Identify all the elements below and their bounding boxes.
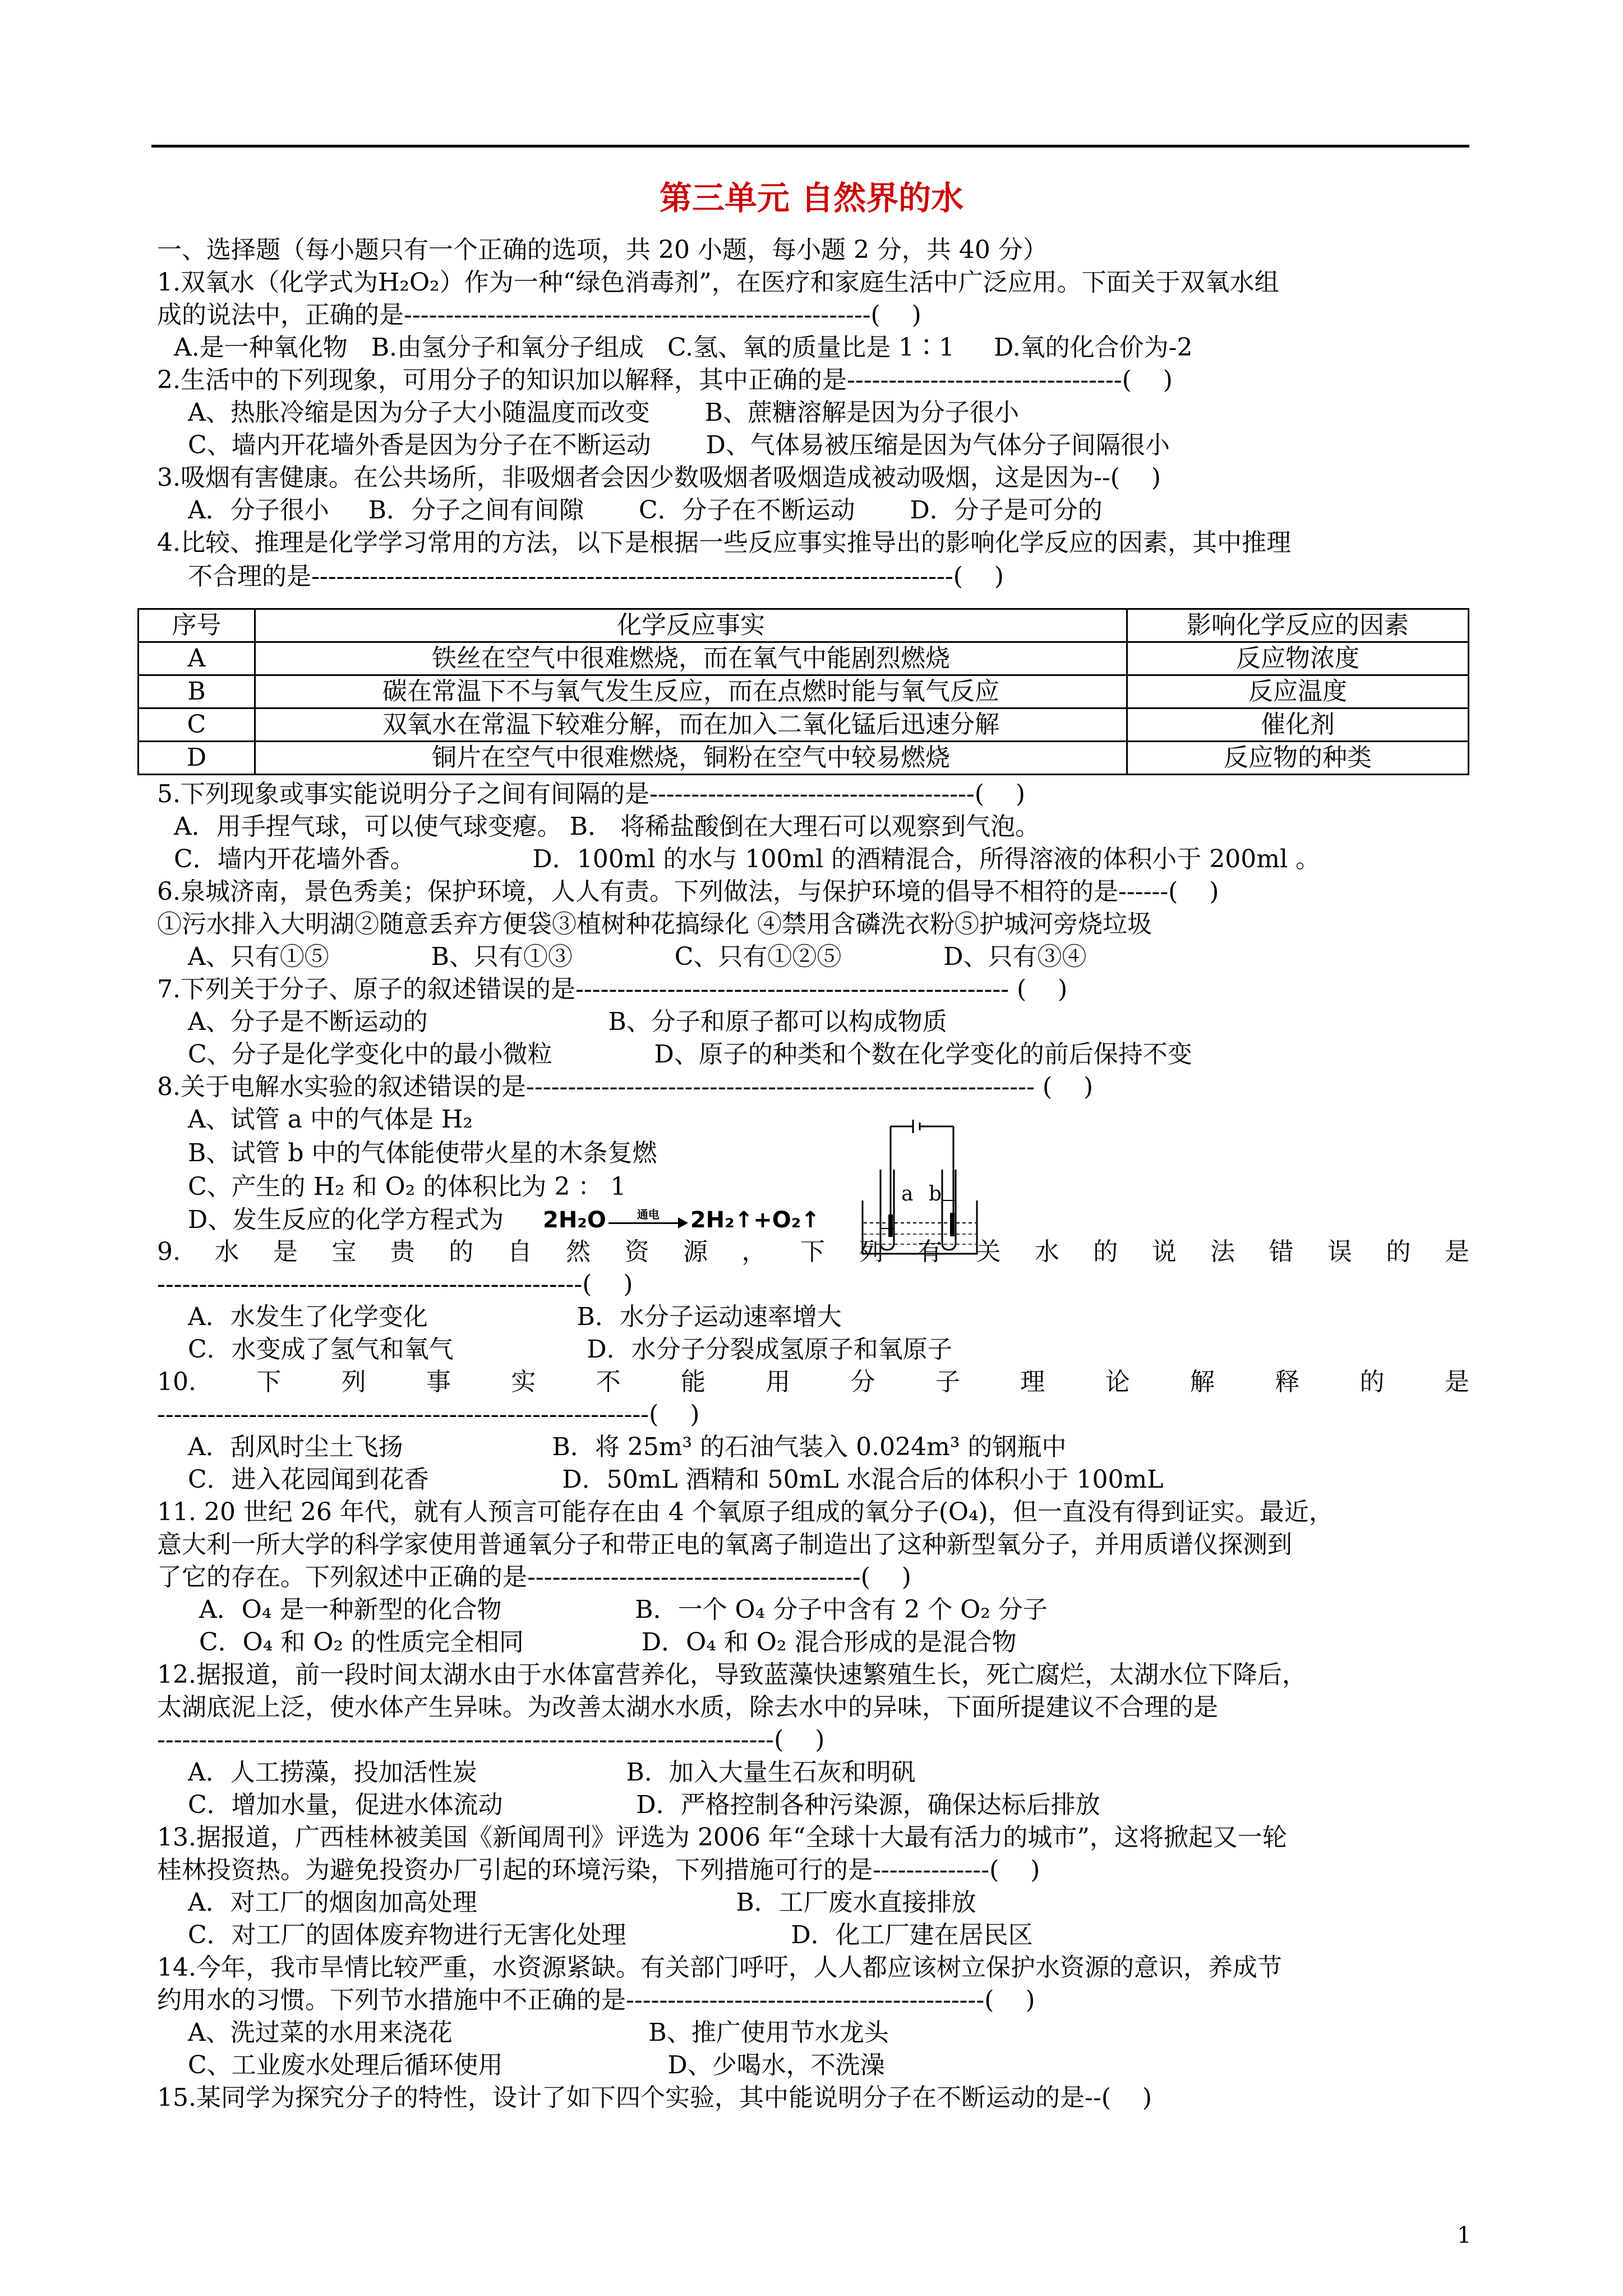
q10-char: 理 <box>1020 1368 1045 1396</box>
table-row <box>139 642 1469 675</box>
q12-line1: 12.据报道，前一段时间太湖水由于水体富营养化，导致蓝藻快速繁殖生长，死亡腐烂，太湖水位下降后， <box>157 1660 1307 1689</box>
q10-char: 的 <box>1359 1368 1385 1396</box>
q11-line2: 意大利一所大学的科学家使用普通氧分子和带正电的氧离子制造出了这种新型氧分子，并用质谱仪探测到 <box>157 1530 1292 1559</box>
q10-line2: -----------------------------------------------------------( ) <box>157 1400 700 1429</box>
q8-stem: 8.关于电解水实验的叙述错误的是------------------------------------------------------------- ( ) <box>157 1073 1094 1101</box>
q10-char: 用 <box>766 1368 791 1396</box>
q13-options-ab: A．对工厂的烟囱加高处理 B．工厂废水直接排放 <box>188 1888 976 1917</box>
q9-options-ab: A．水发生了化学变化 B．水分子运动速率增大 <box>188 1303 842 1331</box>
q4-line1: 4.比较、推理是化学学习常用的方法，以下是根据一些反应事实推导出的影响化学反应的因素，其中推理 <box>157 528 1291 557</box>
q5-options-cd: C．墙内开花墙外香。 D．100ml 的水与 100ml 的酒精混合，所得溶液的体积小于 200ml 。 <box>174 845 1320 873</box>
q10-options-ab: A．刮风时尘土飞扬 B．将 25m³ 的石油气装入 0.024m³ 的钢瓶中 <box>188 1433 1067 1461</box>
q2-stem: 2.生活中的下列现象，可用分子的知识加以解释，其中正确的是---------------------------------( ) <box>157 366 1173 394</box>
q12-line2: 太湖底泥上泛，使水体产生异味。为改善太湖水水质，除去水中的异味，下面所提建议不合理的是 <box>157 1693 1218 1722</box>
table-header-cell: 化学反应事实 <box>255 609 1127 642</box>
q6-items: ①污水排入大明湖②随意丢弃方便袋③植树种花搞绿化 ④禁用含磷洗衣粉⑤护城河旁烧垃圾 <box>157 910 1152 938</box>
q3-options: A．分子很小 B．分子之间有间隙 C．分子在不断运动 D．分子是可分的 <box>188 496 1103 524</box>
equation-products: 2H₂↑+O₂↑ <box>690 1207 820 1233</box>
table-row <box>139 675 1469 708</box>
q9-line1 <box>157 1236 1469 1268</box>
q7-options-ab: A、分子是不断运动的 B、分子和原子都可以构成物质 <box>188 1007 947 1036</box>
q10-char: 子 <box>935 1368 960 1396</box>
q10-char: 释 <box>1275 1368 1300 1396</box>
q9-char: 源 <box>683 1237 708 1266</box>
q10-char: 10. <box>157 1368 196 1396</box>
electrolysis-equation <box>543 1204 820 1236</box>
table-cell: 碳在常温下不与氧气发生反应，而在点燃时能与氧气反应 <box>255 675 1127 708</box>
q6-stem: 6.泉城济南，景色秀美；保护环境，人人有责。下列做法，与保护环境的倡导不相符的是------( ) <box>157 877 1219 906</box>
q8-option-c: C、产生的 H₂ 和 O₂ 的体积比为 2 ： 1 <box>188 1172 626 1201</box>
q13-line2: 桂林投资热。为避免投资办厂引起的环境污染，下列措施可行的是--------------( ) <box>157 1856 1040 1884</box>
q9-char: 的 <box>449 1237 474 1266</box>
q9-char: 水 <box>1034 1237 1059 1266</box>
q9-char: 水 <box>214 1237 239 1266</box>
page-title: 第三单元 自然界的水 <box>659 179 964 217</box>
q12-options-ab: A．人工捞藻，投加活性炭 B．加入大量生石灰和明矾 <box>188 1758 916 1787</box>
q8-option-a: A、试管 a 中的气体是 H₂ <box>188 1105 473 1134</box>
tube-b-label: b <box>929 1182 942 1205</box>
q9-options-cd: C．水变成了氢气和氧气 D．水分子分裂成氢原子和氧原子 <box>188 1335 952 1364</box>
q2-options-ab: A、热胀冷缩是因为分子大小随温度而改变 B、蔗糖溶解是因为分子很小 <box>188 398 1020 427</box>
table-cell: D <box>139 742 255 775</box>
q10-char: 事 <box>426 1368 451 1396</box>
q9-char: 自 <box>507 1237 532 1266</box>
q8-option-d: D、发生反应的化学方程式为 <box>188 1205 504 1234</box>
q9-char: 是 <box>273 1237 298 1266</box>
q10-char: 列 <box>341 1368 366 1396</box>
q11-options-ab: A．O₄ 是一种新型的化合物 B．一个 O₄ 分子中含有 2 个 O₂ 分子 <box>199 1595 1048 1624</box>
q9-char: 错 <box>1269 1237 1294 1266</box>
table-cell: 反应温度 <box>1127 675 1469 708</box>
q10-char: 实 <box>511 1368 536 1396</box>
q4-line2: 不合理的是-----------------------------------------------------------------------------( ) <box>188 562 1004 591</box>
q9-line2: ---------------------------------------------------( ) <box>157 1270 633 1299</box>
q11-line1: 11. 20 世纪 26 年代，就有人预言可能存在由 4 个氧原子组成的氧分子(O₄)，但一直没有得到证实。最近， <box>157 1498 1334 1526</box>
q8-option-b: B、试管 b 中的气体能使带火星的木条复燃 <box>188 1139 657 1167</box>
table-cell: C <box>139 708 255 742</box>
q9-char: 下 <box>800 1237 825 1266</box>
q10-char: 分 <box>850 1368 875 1396</box>
table-header-cell: 影响化学反应的因素 <box>1127 609 1469 642</box>
q14-line2: 约用水的习惯。下列节水措施中不正确的是-------------------------------------------( ) <box>157 1986 1035 2014</box>
table-row <box>139 708 1469 742</box>
q6-options: A、只有①⑤ B、只有①③ C、只有①②⑤ D、只有③④ <box>188 942 1087 971</box>
page-number: 1 <box>1457 2223 1472 2248</box>
q10-options-cd: C．进入花园闻到花香 D．50mL 酒精和 50mL 水混合后的体积小于 100mL <box>188 1465 1164 1494</box>
q9-char: 是 <box>1444 1237 1469 1266</box>
reaction-table <box>137 608 1469 775</box>
table-row <box>139 742 1469 775</box>
table-cell: 反应物浓度 <box>1127 642 1469 675</box>
q10-char: 是 <box>1444 1368 1469 1396</box>
table-cell: 反应物的种类 <box>1127 742 1469 775</box>
table-header-row <box>139 609 1469 642</box>
q7-stem: 7.下列关于分子、原子的叙述错误的是---------------------------------------------------- ( ) <box>157 975 1068 1004</box>
q9-char: 宝 <box>331 1237 357 1266</box>
q13-line1: 13.据报道，广西桂林被美国《新闻周刊》评选为 2006 年“全球十大最有活力的城市”，这将掀起又一轮 <box>157 1823 1287 1852</box>
table-cell: 双氧水在常温下较难分解，而在加入二氧化锰后迅速分解 <box>255 708 1127 742</box>
q12-line3: --------------------------------------------------------------------------( ) <box>157 1726 825 1754</box>
q9-char: 然 <box>566 1237 591 1266</box>
table-cell: A <box>139 642 255 675</box>
q9-char: 有 <box>917 1237 942 1266</box>
q7-options-cd: C、分子是化学变化中的最小微粒 D、原子的种类和个数在化学变化的前后保持不变 <box>188 1040 1192 1069</box>
q9-char: 误 <box>1327 1237 1353 1266</box>
q2-options-cd: C、墙内开花墙外香是因为分子在不断运动 D、气体易被压缩是因为气体分子间隔很小 <box>188 431 1170 459</box>
table-cell: 铁丝在空气中很难燃烧，而在氧气中能剧烈燃烧 <box>255 642 1127 675</box>
q9-char: 资 <box>624 1237 649 1266</box>
q12-options-cd: C．增加水量，促进水体流动 D．严格控制各种污染源，确保达标后排放 <box>188 1791 1100 1819</box>
reaction-arrow <box>606 1210 690 1232</box>
q9-char: 法 <box>1210 1237 1235 1266</box>
q5-stem: 5.下列现象或事实能说明分子之间有间隔的是---------------------------------------( ) <box>157 780 1026 808</box>
q9-char: 的 <box>1386 1237 1411 1266</box>
q1-options: A.是一种氧化物 B.由氢分子和氧分子组成 C.氢、氧的质量比是 1∶1 D.氧的化合价为-2 <box>174 333 1193 362</box>
q10-char: 能 <box>680 1368 706 1396</box>
tube-a-label: a <box>901 1182 914 1205</box>
table-cell: B <box>139 675 255 708</box>
q13-options-cd: C．对工厂的固体废弃物进行无害化处理 D．化工厂建在居民区 <box>188 1921 1033 1949</box>
q1-line2: 成的说法中，正确的是--------------------------------------------------------( ) <box>157 301 921 329</box>
equation-reactant: 2H₂O <box>543 1207 606 1233</box>
equation-condition: 通电 <box>637 1208 660 1221</box>
q1-line1: 1.双氧水（化学式为H₂O₂）作为一种“绿色消毒剂”，在医疗和家庭生活中广泛应用。下面关于双氧水组 <box>157 268 1279 297</box>
q11-options-cd: C．O₄ 和 O₂ 的性质完全相同 D．O₄ 和 O₂ 混合形成的是混合物 <box>199 1628 1017 1657</box>
q10-line1 <box>157 1366 1469 1398</box>
section-header: 一、选择题（每小题只有一个正确的选项，共 20 小题，每小题 2 分，共 40 分） <box>157 236 1048 264</box>
q9-char: 关 <box>976 1237 1001 1266</box>
q14-options-ab: A、洗过菜的水用来浇花 B、推广使用节水龙头 <box>188 2018 889 2047</box>
table-cell: 催化剂 <box>1127 708 1469 742</box>
q9-char: 列 <box>859 1237 884 1266</box>
q9-char: 9. <box>157 1237 181 1266</box>
q11-line3: 了它的存在。下列叙述中正确的是----------------------------------------( ) <box>157 1563 911 1591</box>
q10-char: 不 <box>596 1368 621 1396</box>
q9-char: 的 <box>1093 1237 1118 1266</box>
q9-char: 贵 <box>390 1237 415 1266</box>
q14-line1: 14.今年，我市旱情比较严重，水资源紧缺。有关部门呼吁，人人都应该树立保护水资源的意识，养成节 <box>157 1953 1282 1982</box>
q10-char: 论 <box>1105 1368 1130 1396</box>
q10-char: 解 <box>1189 1368 1215 1396</box>
q3-stem: 3.吸烟有害健康。在公共场所，非吸烟者会因少数吸烟者吸烟造成被动吸烟，这是因为--( ) <box>157 463 1161 492</box>
q9-char: 说 <box>1151 1237 1177 1266</box>
q14-options-cd: C、工业废水处理后循环使用 D、少喝水，不洗澡 <box>188 2051 885 2079</box>
table-cell: 铜片在空气中很难燃烧，铜粉在空气中较易燃烧 <box>255 742 1127 775</box>
q9-char: ， <box>741 1237 767 1266</box>
header-rule <box>151 145 1469 148</box>
table-header-cell: 序号 <box>139 609 255 642</box>
q5-options-ab: A．用手捏气球，可以使气球变瘪。 B． 将稀盐酸倒在大理石可以观察到气泡。 <box>174 812 1040 841</box>
q15-stem: 15.某同学为探究分子的特性，设计了如下四个实验，其中能说明分子在不断运动的是--( ) <box>157 2083 1152 2112</box>
q10-char: 下 <box>256 1368 282 1396</box>
